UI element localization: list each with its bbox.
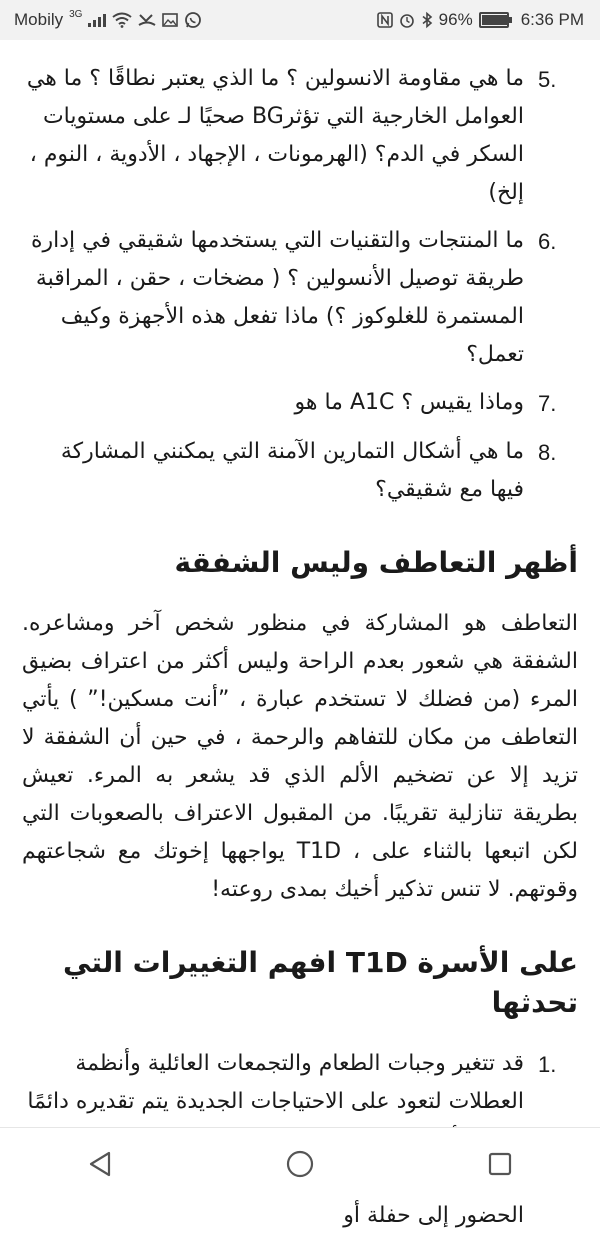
- home-icon: [285, 1149, 315, 1179]
- list-item-text: قد تتغير وجبات الطعام والتجمعات العائلية وأنظمة العطلات لتعود على الاحتياجات الجديدة يتم تقديره دائمًا الحضور إلى حفلة أو: [27, 1051, 524, 1228]
- list-item-number: 6.: [538, 229, 557, 254]
- missed-call-icon: [138, 12, 156, 28]
- list-item: [22, 60, 578, 212]
- nfc-icon: [377, 12, 393, 28]
- whatsapp-icon: [184, 11, 202, 29]
- section-heading-family-changes: على الأسرة T1D افهم التغييرات التي تحدثها: [63, 946, 578, 1019]
- bluetooth-icon: [421, 12, 433, 28]
- paragraph-empathy: التعاطف هو المشاركة في منظور شخص آخر ومشاعره. الشفقة هي شعور بعدم الراحة وليس أكثر من اعتراف بضيق المرء (من فضلك لا تستخدم عبارة ، ”أنت مسكين!” ) يأتي التعاطف من مكان للتفاهم والرحمة ، في حين أن الشفقة لا تزيد إلا عن تضخيم الألم الذي قد يشعر به المرء. تعيش بطريقة تنازلية تقريبًا. من المقبول الاعتراف بالصعوبات التي لكن اتبعها بالثناء على ، T1D يواجهها إخوتك مع شجاعتهم وقوتهم. لا تنس تذكير أخيك بمدى روعته!: [22, 611, 578, 902]
- back-icon: [87, 1150, 113, 1178]
- wifi-icon: [112, 12, 132, 28]
- navigation-bar: [0, 1127, 600, 1200]
- network-type: 3G: [69, 8, 83, 20]
- status-left: [0, 10, 202, 30]
- list-item-text: ما هي مقاومة الانسولين ؟ ما الذي يعتبر نطاقًا ؟ ما هي العوامل الخارجية التي تؤثرBG صحيًا لـ على مستويات السكر في الدم؟ (الهرمونات ، الإجهاد ، الأدوية ، النوم ، إلخ): [26, 66, 524, 205]
- battery-percent: 96%: [438, 10, 473, 29]
- signal-icon: [88, 13, 106, 27]
- list-item-text: ما المنتجات والتقنيات التي يستخدمها شقيقي في إدارة طريقة توصيل الأنسولين ؟ ( مضخات ، حقن ، المراقبة المستمرة للغلوكوز ؟) ماذا تفعل هذه الأجهزة وكيف تعمل؟: [30, 228, 524, 367]
- status-right: [377, 10, 600, 30]
- list-item-text: وماذا يقيس ؟ A1C ما هو: [294, 390, 524, 415]
- question-list: [22, 60, 578, 509]
- list-item: [22, 433, 578, 509]
- list-item: [22, 384, 578, 423]
- list-item-text: ما هي أشكال التمارين الآمنة التي يمكنني المشاركة فيها مع شقيقي؟: [60, 439, 524, 502]
- article-body: [0, 40, 600, 1235]
- list-item-number: 1.: [538, 1052, 557, 1077]
- status-bar: [0, 0, 600, 40]
- list-item-number: 5.: [538, 67, 557, 92]
- image-icon: [162, 13, 178, 27]
- list-item-number: 7.: [538, 391, 557, 416]
- clock: 6:36 PM: [520, 10, 584, 29]
- battery-icon: [479, 12, 509, 28]
- carrier-label: Mobily: [14, 10, 64, 29]
- back-button[interactable]: [60, 1128, 140, 1200]
- alarm-icon: [399, 12, 415, 28]
- home-button[interactable]: [260, 1128, 340, 1200]
- list-item: [22, 222, 578, 374]
- section-heading-empathy: أظهر التعاطف وليس الشفقة: [174, 546, 578, 579]
- recents-icon: [487, 1151, 513, 1177]
- recents-button[interactable]: [460, 1128, 540, 1200]
- article-content[interactable]: [0, 40, 600, 1228]
- list-item-number: 8.: [538, 440, 557, 465]
